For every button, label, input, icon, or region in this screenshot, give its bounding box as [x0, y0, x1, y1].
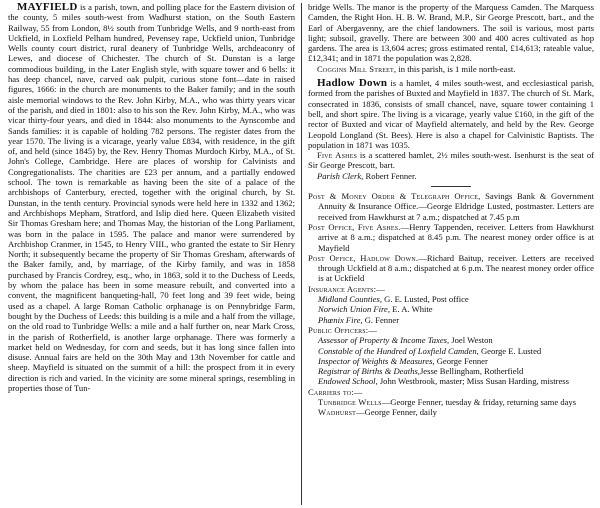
insurance-agent-item: Phœnix Fire, G. Fenner — [318, 314, 400, 325]
five-ashes-text: is a scattered hamlet, 2½ miles south-west. Isenhurst is the seat of Sir George Prescott, bart. — [308, 150, 594, 171]
entry-title-mayfield: MAYFIELD — [17, 1, 78, 13]
public-officers-heading: Public Officers:— — [308, 324, 378, 335]
carrier-item: Tunbridge Wells—George Fenner, tuesday & friday, returning same days — [318, 396, 577, 407]
coggins-text: in this parish, is 1 mile north-east. — [396, 63, 516, 74]
parish-clerk-text: Robert Fenner. — [363, 170, 417, 181]
post-money-order-entry — [308, 191, 594, 222]
public-officer-item: Constable of the Hundred of Loxfield Camden, George E. Lusted — [318, 345, 542, 356]
carrier-item: Wadhurst—George Fenner, daily — [318, 407, 437, 418]
left-column — [8, 2, 295, 393]
coggins-entry — [308, 64, 594, 74]
mayfield-entry — [8, 2, 295, 393]
post-office-hadlow-label: Post Office, Hadlow Down. — [308, 252, 419, 263]
post-money-order-label: Post & Money Order & Telegraph Office, — [308, 191, 481, 202]
public-officer-item: Inspector of Weights & Measures, George Fenner — [318, 355, 488, 366]
post-office-hadlow-text: —Richard Baitup, receiver. Letters are received through Uckfield at 8 a.m.; dispatched at 6 p.m. The nearest money order office is at Uckfield — [318, 252, 594, 284]
parish-clerk-entry — [308, 171, 594, 181]
right-column — [308, 2, 594, 418]
column-divider — [301, 3, 302, 505]
post-office-five-ashes-text: —Henry Tappenden, receiver. Letters from Hawkhurst arrive at 8 a.m.; dispatched at 8.45 p.m. The nearest money order office is at Mayfield — [318, 221, 594, 253]
post-office-five-ashes-entry — [308, 222, 594, 253]
parish-clerk-label: Parish Clerk, — [317, 170, 364, 181]
insurance-agents-heading: Insurance Agents:— — [308, 283, 385, 294]
public-officer-item: Endowed School, John Westbrook, master; Miss Susan Harding, mistress — [318, 376, 569, 387]
coggins-label: Coggins Mill Street, — [317, 63, 397, 74]
hadlow-text: is a hamlet, 4 miles south-west, and ecclesiastical parish, formed from the parishes of Buxted and Mayfield in 1837. The church of St. Mark, consecrated in 1836, consists of small chancel, nave, square tower containing 1 bell, and short spire. The living is a vicarage, yearly value £160, in the gift of the rector of Buxted and vicar of Mayfield alternately, and held by the Rev. George Leopold Longland (St. Bees). Here is also a chapel for Calvinistic Baptists. The population in 1871 was 1035. — [308, 78, 594, 150]
post-office-five-ashes-label: Post Office, Five Ashes. — [308, 221, 401, 232]
post-money-order-text: Savings Bank & Government Annuity & Insurance Office.—George Eldridge Lusted, postmaster. Letters are received from Hawkhurst at 7 a.m.; dispatched at 7.45 p.m — [318, 191, 595, 222]
hadlow-entry — [308, 78, 594, 150]
five-ashes-label: Five Ashes — [317, 150, 358, 161]
public-officer-item: Assessor of Property & Income Taxes, Joel Weston — [318, 335, 493, 346]
five-ashes-entry — [308, 150, 594, 171]
mayfield-description: is a parish, town, and polling place for the Eastern division of the county, 5 miles south-west from Wadhurst station, on the South Eastern Railway, 55 from London, 8½ south from Tunbridge Wells, and 9 north-east from Uckfield, in Loxfield Pelham hundred, Pevensey rape, Uckfield union, Tunbridge Wells county court district, rural deanery of Tunbridge Wells, archdeaconry of Lewes, and diocese of Chichester. The church of St. Dunstan is a large commodious building, in the Later English style, with square tower and 6 bells: it has deep chancel, nave, carved oak pulpit, curious stone font—date in raised figures, 1666: in the church are monuments to the Baker family; and in the south aisle memorial windows to the Rev. John Kirby, M.A., who was thirty years vicar of the parish, and died in 1801: also to his son the Rev. John Kirby, M.A., who was vicar thirty-four years, and died in 1844: also monuments to the Aynscombe and Sands families: it is capable of holding 782 persons. The register dates from the year 1570. The living is a vicarage, yearly value £834, with residence, in the gift of, and held (since 1845) by, the Rev. Henry Thomas Murdoch Kirby, M.A., of St. John's College, Cambridge. Here are places of worship for Calvinists and Congregationalists. The charities are £23 per annum, and a partially endowed school. The town is remarkable as having been the site of a palace of the archbishops of Canterbury, erected, together with the original church, by St. Dunstan, in the tenth century. Provincial synods were held here in 1332 and 1362; and Archbishops Mepham, Stratford, and Islip died here. Queen Elizabeth visited Sir Thomas Gresham here; and Thomas May, the historian of the Long Parliament, was born in the palace in 1595. The palace and manor were surrendered by Archbishop Cranmer, in 1545, to Henry VIII., who granted the estate to Sir Henry North; it subsequently became the property of Sir Thomas Gresham, afterwards of the Baker family, and, by marriage, of the Kirby family, and was in 1858 purchased by Francis Cordrey, esq., who, in 1863, sold it to the Duchess of Leeds, by whom the palace has been in some measure rebuilt, and converted into a convent, the magnificent banqueting-hall, 70 feet long and 39 feet wide, being used as a chapel. A large Roman Catholic orphanage is on Pennybridge Farm, bought by the Duchess of Leeds: this building is a mile and a half from the village, on the old road to Tunbridge Wells: a mile and a half further on, near Mark Cross, in the parish of Rotherfield, is another large orphanage. There was formerly a market held on Wednesday, for corn and seeds, but it has long since fallen into disuse. Annual fairs are held on the 30th May and 13th November for cattle and sheep. Mayfield is situated on the summit of a hill: the prospect from it in every direction is rich and varied. In the vicinity are some mineral springs, resembling in properties those of Tun- — [8, 2, 295, 393]
mayfield-continuation: bridge Wells. The manor is the property of the Marquess Camden. The Marquess Camden, the Right Hon. H. B. W. Brand, M.P., Sir George Prescott, bart., and the Earl of Abergavenny, are the chief landowners. The soil is various, most parts light; subsoil, gravelly. There are between 300 and 400 acres cultivated as hop gardens. The area is 13,604 acres; gross estimated rental, £14,613; rateable value, £12,341; and in 1871 the population was 2,828. — [308, 2, 594, 64]
entry-title-hadlow: Hadlow Down — [317, 77, 388, 90]
public-officer-item: Registrar of Births & Deaths,Jesse Bellingham, Rotherfield — [318, 366, 524, 377]
insurance-agent-item: Midland Counties, G. E. Lusted, Post office — [318, 294, 469, 305]
insurance-agent-item: Norwich Union Fire, E. A. White — [318, 304, 433, 315]
carriers-heading: Carriers to:— — [308, 386, 363, 397]
section-rule — [431, 186, 471, 187]
post-office-hadlow-entry — [308, 253, 594, 284]
